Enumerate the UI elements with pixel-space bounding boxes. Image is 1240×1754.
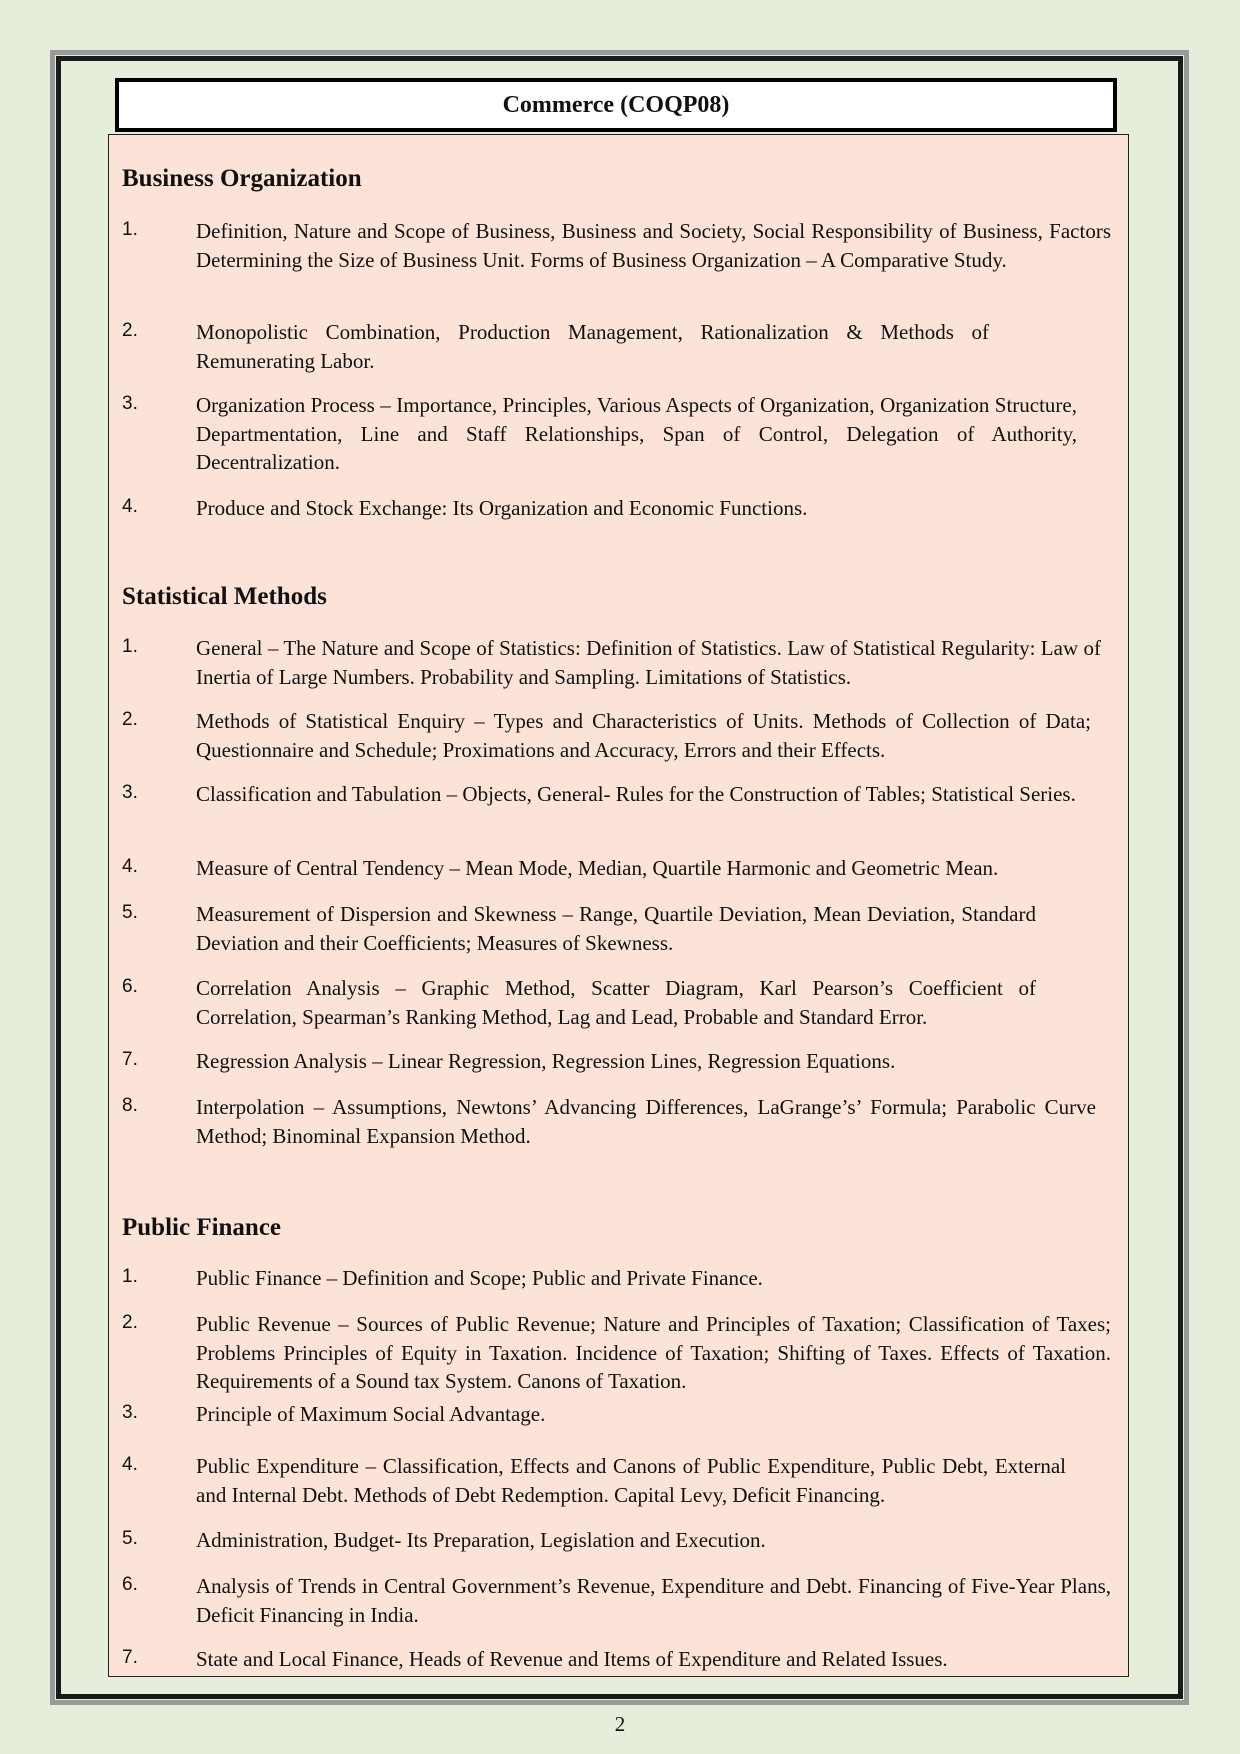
section-title-statistical-methods: Statistical Methods: [122, 583, 327, 610]
item-text: Interpolation – Assumptions, Newtons’ Advancing Differences, LaGrange’s’ Formula; Parabolic Curve Method; Binominal Expansion Method.: [196, 1095, 1096, 1148]
item-text: General – The Nature and Scope of Statistics: Definition of Statistics. Law of Statistical Regularity: Law of Inertia of Large Numbers. Probability and Sampling. Limitations of Statistics.: [196, 636, 1101, 689]
item-number: 3.: [122, 1402, 138, 1423]
item-text: State and Local Finance, Heads of Revenue and Items of Expenditure and Related Issues.: [196, 1647, 948, 1671]
item-text: Public Finance – Definition and Scope; Public and Private Finance.: [196, 1266, 763, 1290]
section-title-public-finance: Public Finance: [122, 1214, 282, 1241]
page-title: [115, 78, 1117, 132]
item-text: Methods of Statistical Enquiry – Types and Characteristics of Units. Methods of Collection of Data; Questionnaire and Schedule; Proximations and Accuracy, Errors and their Effects.: [196, 709, 1091, 762]
item-number: 8.: [122, 1095, 138, 1116]
item-text: Measure of Central Tendency – Mean Mode, Median, Quartile Harmonic and Geometric Mean.: [196, 856, 999, 880]
item-number: 1.: [122, 1266, 138, 1287]
item-number: 4.: [122, 496, 138, 517]
item-number: 2.: [122, 709, 138, 730]
page-title-text: Commerce (COQP08): [502, 91, 730, 118]
item-text: Monopolistic Combination, Production Management, Rationalization & Methods of Remunerating Labor.: [196, 320, 989, 373]
item-text: Produce and Stock Exchange: Its Organization and Economic Functions.: [196, 496, 808, 520]
item-number: 1.: [122, 636, 138, 657]
item-number: 5.: [122, 1528, 138, 1549]
item-number: 4.: [122, 856, 138, 877]
item-text: Analysis of Trends in Central Government’s Revenue, Expenditure and Debt. Financing of Five-Year Plans, Deficit Financing in India.: [196, 1574, 1111, 1627]
item-number: 6.: [122, 1574, 138, 1595]
item-text: Organization Process – Importance, Principles, Various Aspects of Organization, Organization Structure, Departmentation, Line and Staff Relationships, Span of Control, Delegation of Authority, Decentralization.: [196, 393, 1077, 474]
item-number: 6.: [122, 976, 138, 997]
item-text: Regression Analysis – Linear Regression, Regression Lines, Regression Equations.: [196, 1049, 896, 1073]
item-text: Administration, Budget- Its Preparation, Legislation and Execution.: [196, 1528, 766, 1552]
item-text: Public Revenue – Sources of Public Revenue; Nature and Principles of Taxation; Classification of Taxes; Problems Principles of Equity in Taxation. Incidence of Taxation; Shifting of Taxes. Effects of Taxation. Requirements of a Sound tax System. Canons of Taxation.: [196, 1312, 1111, 1393]
item-number: 4.: [122, 1454, 138, 1475]
item-number: 7.: [122, 1049, 138, 1070]
item-text: Definition, Nature and Scope of Business, Business and Society, Social Responsibility of Business, Factors Determining the Size of Business Unit. Forms of Business Organization – A Comparative Study.: [196, 219, 1111, 272]
page-number: 2: [614, 1712, 626, 1736]
item-number: 2.: [122, 320, 138, 341]
item-text: Public Expenditure – Classification, Effects and Canons of Public Expenditure, Public Debt, External and Internal Debt. Methods of Debt Redemption. Capital Levy, Deficit Financing.: [196, 1454, 1066, 1507]
item-number: 5.: [122, 902, 138, 923]
item-text: Measurement of Dispersion and Skewness – Range, Quartile Deviation, Mean Deviation, Standard Deviation and their Coefficients; Measures of Skewness.: [196, 902, 1036, 955]
section-title-business-organization: Business Organization: [122, 165, 362, 192]
item-number: 2.: [122, 1312, 138, 1333]
item-text: Principle of Maximum Social Advantage.: [196, 1402, 546, 1426]
item-number: 1.: [122, 219, 138, 240]
item-number: 7.: [122, 1647, 138, 1668]
item-number: 3.: [122, 393, 138, 414]
item-text: Classification and Tabulation – Objects, General- Rules for the Construction of Tables; Statistical Series.: [196, 782, 1076, 806]
item-number: 3.: [122, 782, 138, 803]
item-text: Correlation Analysis – Graphic Method, Scatter Diagram, Karl Pearson’s Coefficient of Correlation, Spearman’s Ranking Method, Lag and Lead, Probable and Standard Error.: [196, 976, 1036, 1029]
